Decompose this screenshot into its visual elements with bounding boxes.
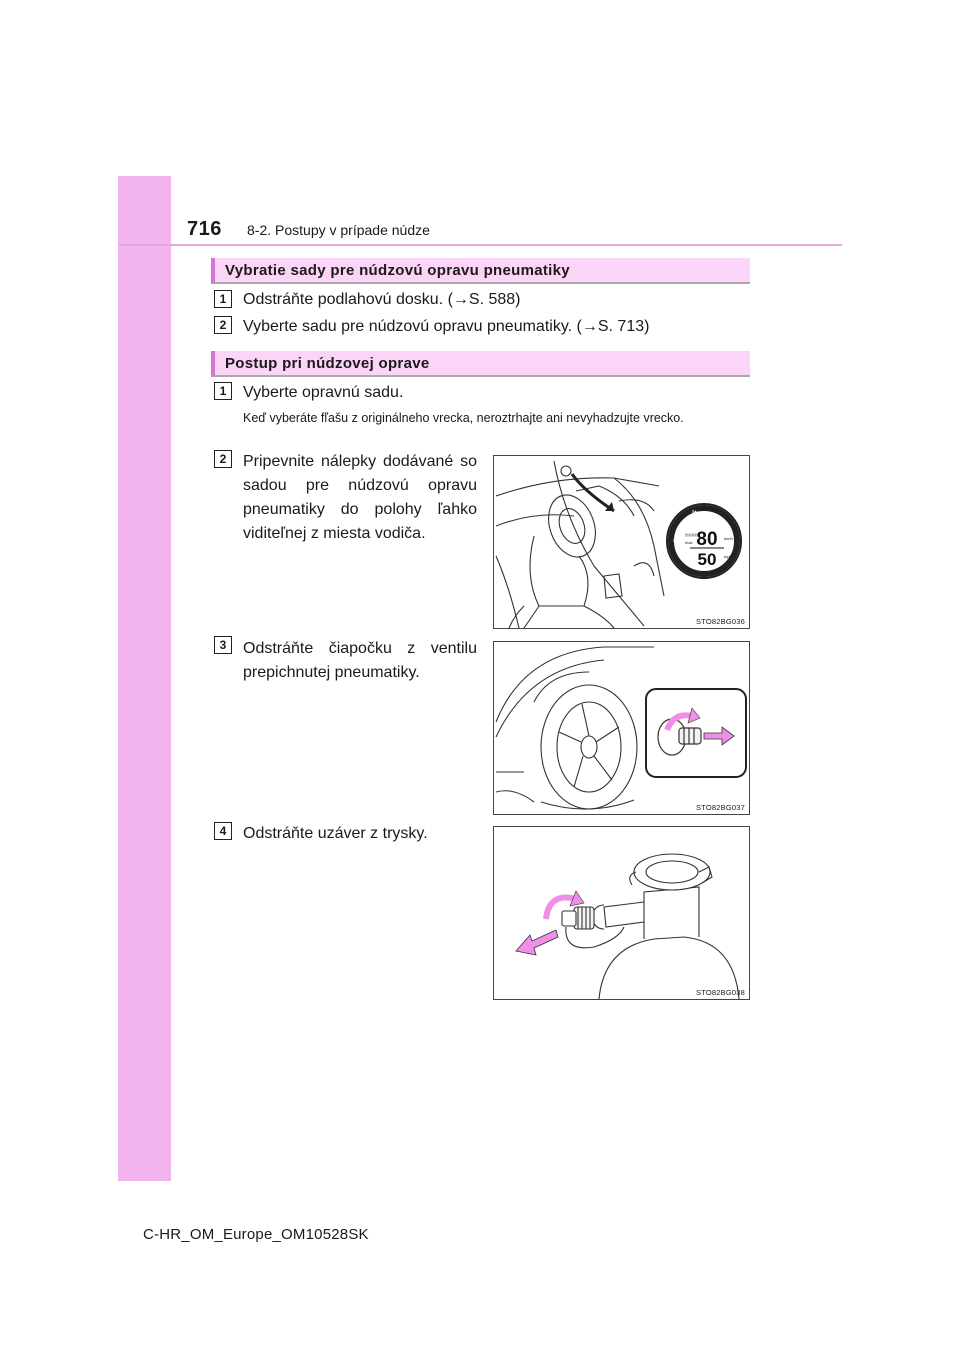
step-badge-2: 2 [214, 316, 232, 334]
section-heading-text: Vybratie sady pre núdzovú opravu pneumatiky [225, 262, 570, 279]
chapter-sidebar-tab [118, 176, 171, 1181]
step-text: Odstráňte podlahovú dosku. (→S. 588) [243, 291, 521, 308]
step-text: Odstráňte uzáver z trysky. [243, 825, 428, 842]
step-text: Pripevnite nálepky dodávané so sadou pre núdzovú opravu pneumatiky do polohy ľahko viditeľnej z miesta vodiča. [243, 453, 477, 542]
step-text: Odstráňte čiapočku z ventilu prepichnutej pneumatiky. [243, 640, 477, 681]
sticker-unit-mph: mph [724, 554, 732, 559]
document-code: C-HR_OM_Europe_OM10528SK [143, 1226, 369, 1243]
sticker-speed-mph: 50 [697, 550, 717, 569]
sticker-speed-kmh: 80 [696, 529, 718, 550]
sticker-jp-text: 警告 [672, 532, 682, 544]
step-note: Keď vyberáte fľašu z originálneho vrecka, neroztrhajte ani nevyhadzujte vrecko. [243, 411, 684, 425]
step-text: Vyberte opravnú sadu. [243, 384, 404, 401]
dashboard-illustration [494, 456, 749, 628]
figure-code: STO82BG036 [696, 617, 745, 626]
step-badge-1: 1 [214, 382, 232, 400]
step-text: Vyberte sadu pre núdzovú opravu pneumatiky. (→S. 713) [243, 318, 650, 335]
pull-arrow-icon [516, 930, 558, 955]
section-heading-repair [211, 351, 750, 377]
sticker-warning-text: WARNING [690, 509, 725, 528]
bottle-nozzle-illustration [494, 827, 749, 999]
figure-dashboard-sticker [493, 455, 750, 629]
figure-valve-cap [493, 641, 750, 815]
section-heading-removal [211, 258, 750, 284]
figure-code: STO82BG037 [696, 803, 745, 812]
tire-valve-illustration [494, 642, 749, 814]
section-heading-text: Postup pri núdzovej oprave [225, 355, 430, 372]
figure-code: STO82BG038 [696, 988, 745, 997]
warning-sticker-icon [667, 504, 741, 578]
page-number: 716 [187, 218, 222, 240]
header-divider [118, 244, 842, 246]
step-badge-4: 4 [214, 822, 232, 840]
step-badge-3: 3 [214, 636, 232, 654]
figure-nozzle-cap [493, 826, 750, 1000]
sticker-max-text: max. [685, 540, 694, 545]
step-badge-1: 1 [214, 290, 232, 308]
sticker-unit-kmh: km/h [724, 536, 733, 541]
sticker-jp-max-text: 最高速度 [685, 533, 698, 537]
chapter-title: 8-2. Postupy v prípade núdze [247, 222, 430, 238]
pointer-arrow-line [572, 474, 614, 511]
step-badge-2: 2 [214, 450, 232, 468]
